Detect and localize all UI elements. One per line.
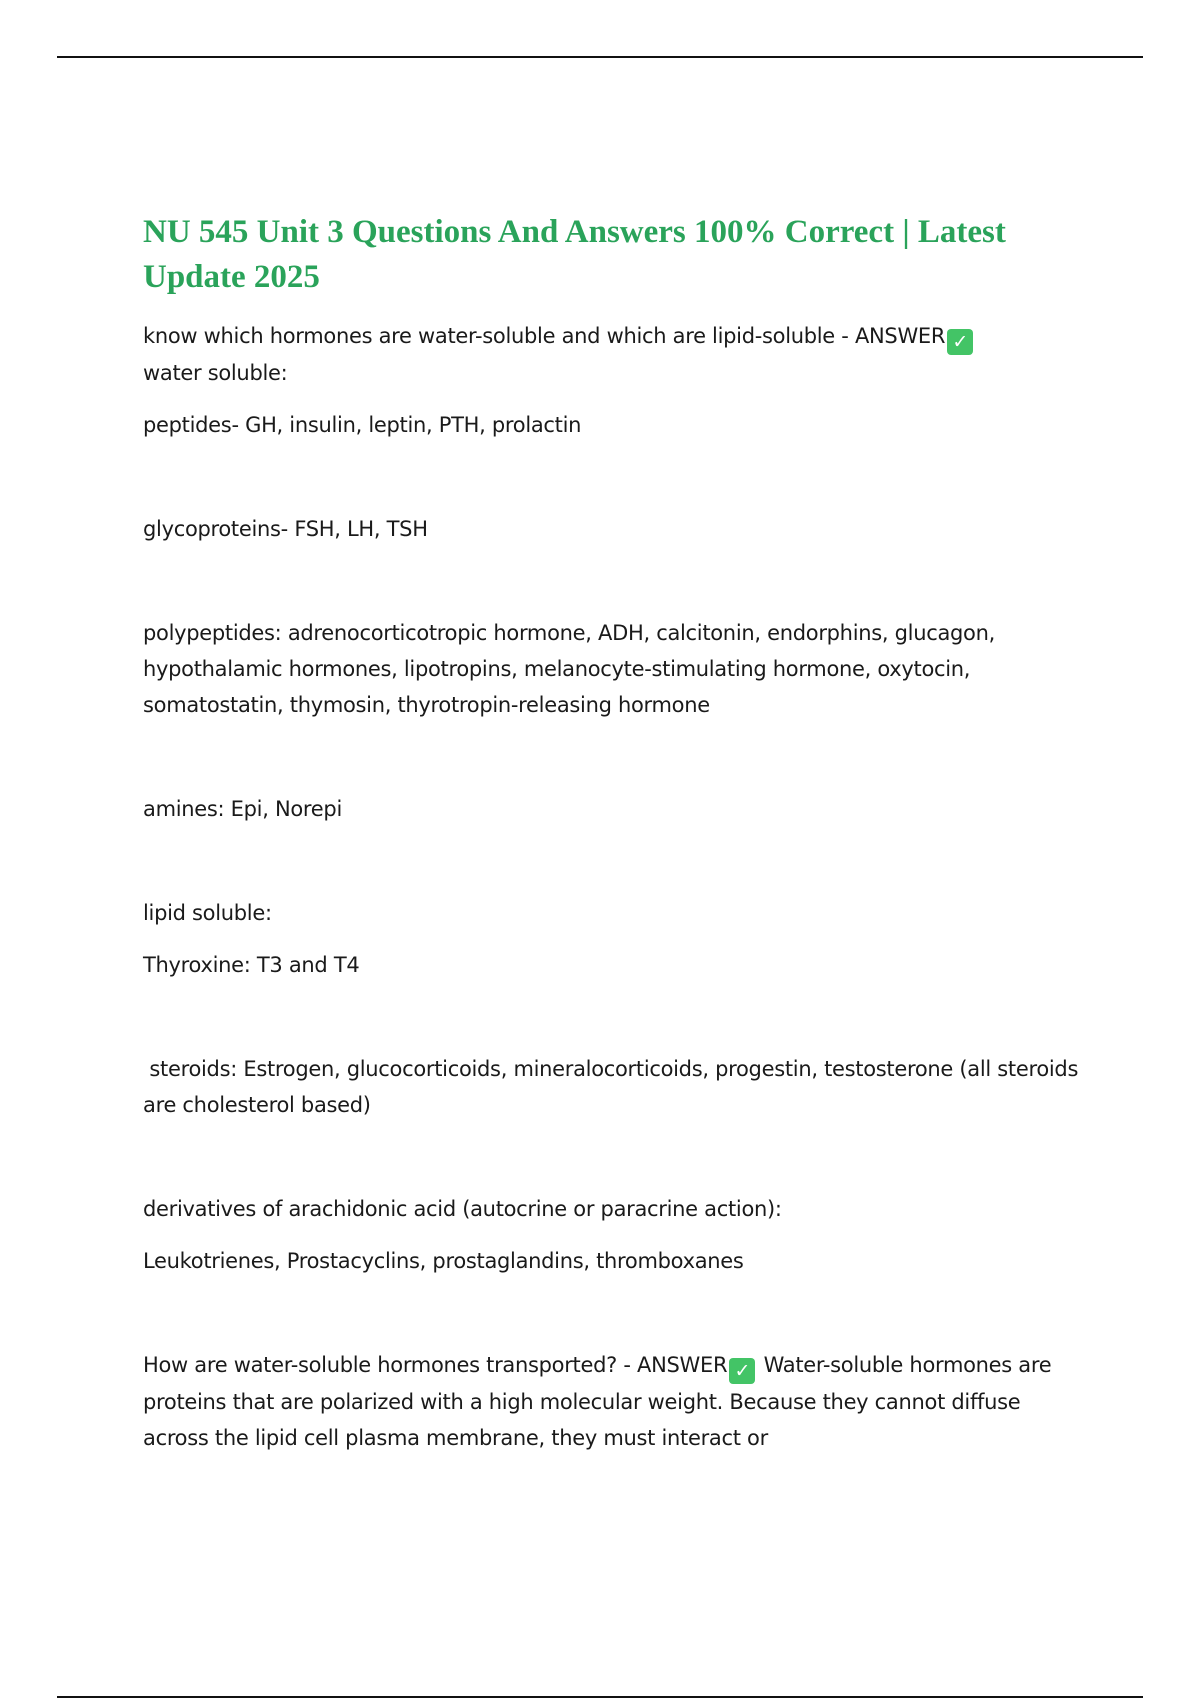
document-title: NU 545 Unit 3 Questions And Answers 100% Correct | Latest Update 2025 <box>143 214 1006 295</box>
top-rule <box>57 56 1143 58</box>
glycoproteins-line: glycoproteins- FSH, LH, TSH <box>143 517 428 541</box>
amines-line: amines: Epi, Norepi <box>143 797 342 821</box>
steroids-line: steroids: Estrogen, glucocorticoids, mineralocorticoids, progestin, testosterone (all steroids are cholesterol based) <box>143 1057 1085 1117</box>
check-icon: ✓ <box>729 1358 755 1384</box>
check-icon: ✓ <box>947 329 973 355</box>
lipid-soluble-label: lipid soluble: <box>143 901 272 925</box>
peptides-line: peptides- GH, insulin, leptin, PTH, prolactin <box>143 413 582 437</box>
question-2-text: How are water-soluble hormones transported? - ANSWER <box>143 1353 728 1377</box>
polypeptides-line: polypeptides: adrenocorticotropic hormone, ADH, calcitonin, endorphins, glucagon, hypothalamic hormones, lipotropins, melanocyte-stimulating hormone, oxytocin, somatostatin, thymosin, thyrotropin-releasing hormone <box>143 621 1002 717</box>
question-2-answer: Water-soluble hormones are proteins that are polarized with a high molecular weight. Because they cannot diffuse across the lipid cell plasma membrane, they must interact or <box>143 1353 1058 1450</box>
question-2 <box>143 1347 1083 1456</box>
question-1-text: know which hormones are water-soluble and which are lipid-soluble - ANSWER <box>143 324 946 348</box>
thyroxine-line: Thyroxine: T3 and T4 <box>143 953 360 977</box>
arachidonic-list: Leukotrienes, Prostacyclins, prostaglandins, thromboxanes <box>143 1249 744 1273</box>
document-body <box>143 210 1083 1456</box>
bottom-rule <box>57 1696 1143 1698</box>
arachidonic-label: derivatives of arachidonic acid (autocrine or paracrine action): <box>143 1197 782 1221</box>
question-1 <box>143 318 1083 391</box>
water-soluble-label: water soluble: <box>143 361 288 385</box>
